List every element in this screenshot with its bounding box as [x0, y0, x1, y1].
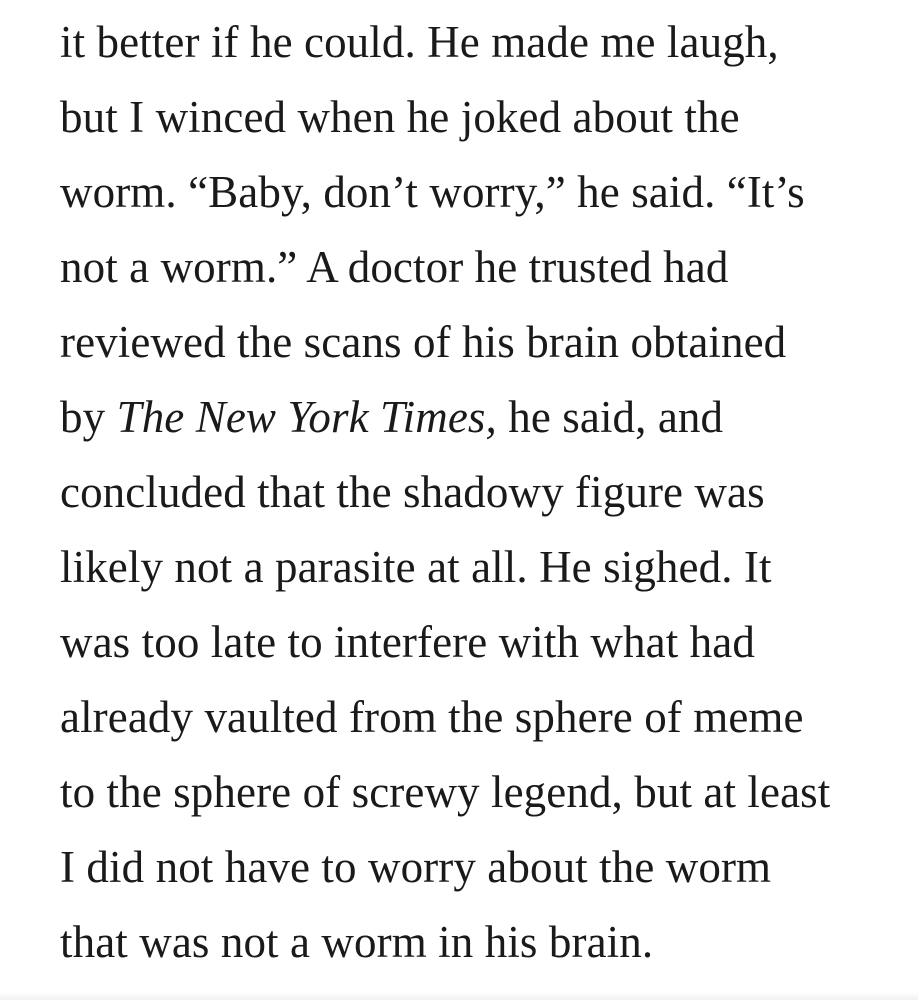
- text-line-12: I did not have to worry about the worm: [60, 842, 772, 892]
- text-line-6: [60, 392, 724, 442]
- text-line-2: but I winced when he joked about the: [60, 92, 740, 142]
- text-line-4: not a worm.” A doctor he trusted had: [60, 242, 729, 292]
- text-line-7: concluded that the shadowy figure was: [60, 467, 765, 517]
- text-line-9: was too late to interfere with what had: [60, 617, 755, 667]
- text-line-5: reviewed the scans of his brain obtained: [60, 317, 787, 367]
- text-line-3: worm. “Baby, don’t worry,” he said. “It’s: [60, 167, 805, 217]
- publication-title-italic: The New York Times,: [116, 392, 497, 442]
- text-line-10: already vaulted from the sphere of meme: [60, 692, 804, 742]
- text-line-13: that was not a worm in his brain.: [60, 917, 654, 967]
- text-line-11: to the sphere of screwy legend, but at least: [60, 767, 831, 817]
- text-line-1: it better if he could. He made me laugh,: [60, 17, 779, 67]
- text-line-6-after: he said, and: [496, 392, 724, 442]
- text-line-6-before: by: [60, 392, 117, 442]
- text-line-8: likely not a parasite at all. He sighed. It: [60, 542, 772, 592]
- page-bottom-edge: [0, 992, 918, 1000]
